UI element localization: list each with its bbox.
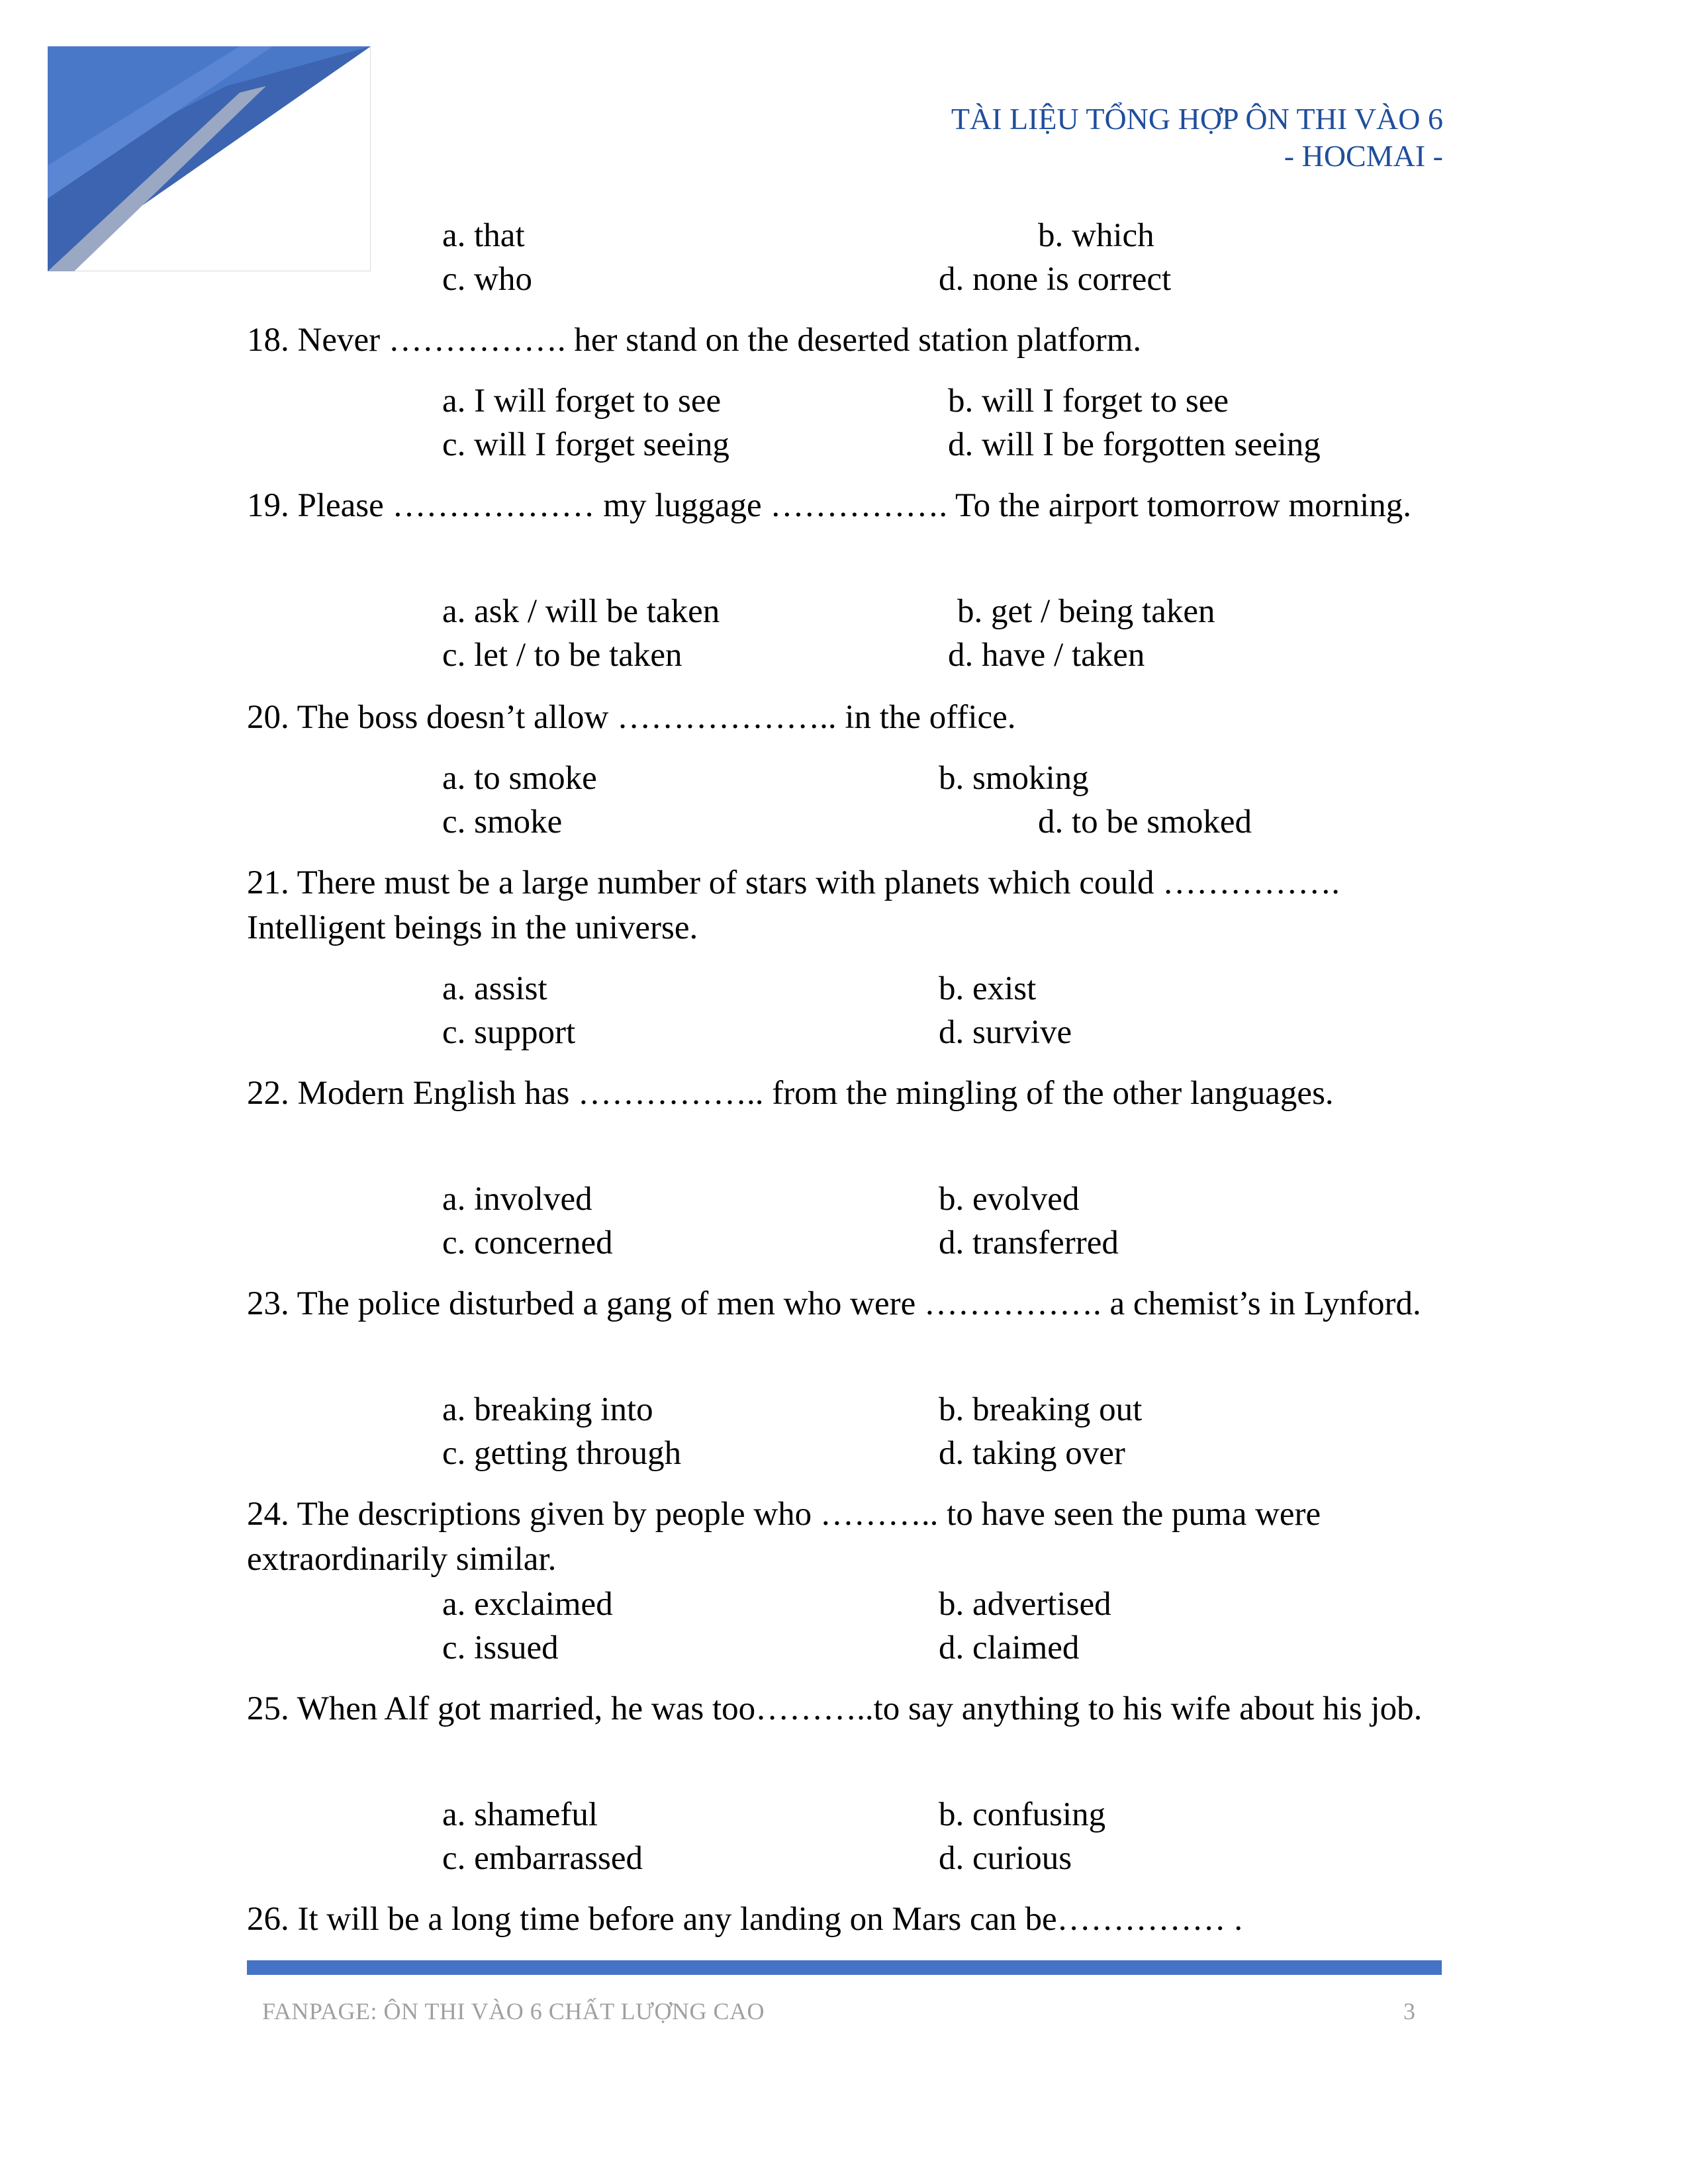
q20-option-c: c. smoke — [442, 803, 563, 841]
q23-option-a: a. breaking into — [442, 1391, 653, 1428]
q20-option-b: b. smoking — [939, 760, 1089, 797]
q21-option-a: a. assist — [442, 970, 547, 1007]
q25-option-a: a. shameful — [442, 1796, 598, 1833]
footer-fanpage: FANPAGE: ÔN THI VÀO 6 CHẤT LƯỢNG CAO — [262, 1998, 765, 2025]
q23-option-b: b. breaking out — [939, 1391, 1143, 1428]
q25-option-d: d. curious — [939, 1840, 1072, 1877]
q25-option-c: c. embarrassed — [442, 1840, 643, 1877]
q23-option-d: d. taking over — [939, 1435, 1125, 1472]
page-number: 3 — [1403, 1998, 1415, 2025]
q20-option-a: a. to smoke — [442, 760, 597, 797]
question-25: 25. When Alf got married, he was too………..to say anything to his wife about his job. — [247, 1690, 1423, 1727]
q19-option-a: a. ask / will be taken — [442, 593, 720, 630]
q18-option-b: b. will I forget to see — [948, 383, 1229, 420]
question-18: 18. Never ……………. her stand on the deserted station platform. — [247, 322, 1142, 359]
question-19: 19. Please ……………… my luggage ……………. To the airport tomorrow morning. — [247, 487, 1412, 524]
q19-option-b: b. get / being taken — [957, 593, 1215, 630]
q22-option-b: b. evolved — [939, 1181, 1080, 1218]
q24-option-c: c. issued — [442, 1629, 559, 1666]
q23-option-c: c. getting through — [442, 1435, 682, 1472]
q17-option-c: c. who — [442, 261, 532, 298]
q21-option-b: b. exist — [939, 970, 1037, 1007]
q22-option-c: c. concerned — [442, 1224, 613, 1261]
header-title: TÀI LIỆU TỔNG HỢP ÔN THI VÀO 6 — [951, 102, 1443, 136]
q24-option-a: a. exclaimed — [442, 1586, 613, 1623]
corner-decoration — [48, 46, 371, 271]
footer-divider — [247, 1960, 1442, 1975]
q24-option-b: b. advertised — [939, 1586, 1111, 1623]
q20-option-d: d. to be smoked — [1038, 803, 1252, 841]
question-20: 20. The boss doesn’t allow ……………….. in the office. — [247, 699, 1016, 736]
q25-option-b: b. confusing — [939, 1796, 1106, 1833]
question-22: 22. Modern English has …………….. from the mingling of the other languages. — [247, 1075, 1334, 1112]
header-subtitle: - HOCMAI - — [1284, 139, 1443, 173]
q22-option-a: a. involved — [442, 1181, 592, 1218]
q18-option-a: a. I will forget to see — [442, 383, 722, 420]
q17-option-a: a. that — [442, 217, 525, 254]
q19-option-d: d. have / taken — [948, 637, 1145, 674]
q24-option-d: d. claimed — [939, 1629, 1080, 1666]
q17-option-d: d. none is correct — [939, 261, 1172, 298]
question-24: 24. The descriptions given by people who ……….. to have seen the puma were extraordinarily similar. — [247, 1496, 1321, 1578]
q18-option-d: d. will I be forgotten seeing — [948, 426, 1321, 463]
question-21: 21. There must be a large number of stars with planets which could ……………. Intelligent beings in the universe. — [247, 864, 1340, 946]
q21-option-c: c. support — [442, 1014, 576, 1051]
q19-option-c: c. let / to be taken — [442, 637, 682, 674]
question-23: 23. The police disturbed a gang of men who were ……………. a chemist’s in Lynford. — [247, 1285, 1421, 1322]
question-26: 26. It will be a long time before any landing on Mars can be…………… . — [247, 1901, 1243, 1938]
q17-option-b: b. which — [1038, 217, 1154, 254]
q22-option-d: d. transferred — [939, 1224, 1119, 1261]
q21-option-d: d. survive — [939, 1014, 1072, 1051]
q18-option-c: c. will I forget seeing — [442, 426, 729, 463]
